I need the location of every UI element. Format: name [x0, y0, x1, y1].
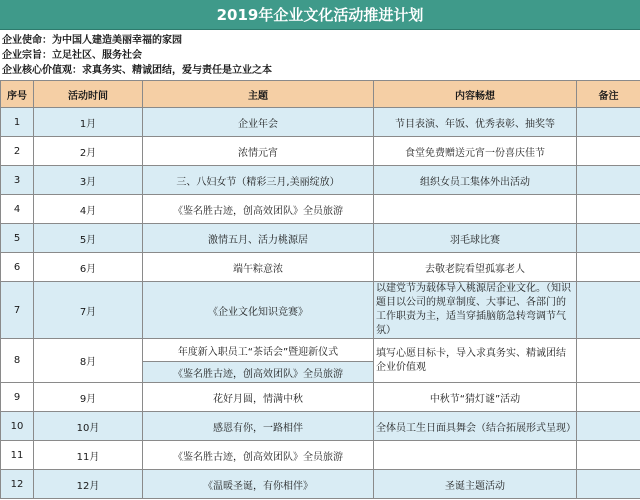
cell-theme[interactable]: 端午粽意浓	[143, 253, 374, 282]
cell-content[interactable]: 全体员工生日面具舞会（结合拓展形式呈现）	[374, 412, 577, 441]
cell-note[interactable]	[577, 195, 640, 224]
cell-month[interactable]: 9月	[34, 383, 143, 412]
cell-content[interactable]: 羽毛球比赛	[374, 224, 577, 253]
cell-no[interactable]: 7	[1, 282, 34, 339]
cell-no[interactable]: 8	[1, 339, 34, 383]
cell-month[interactable]: 1月	[34, 108, 143, 137]
cell-month[interactable]: 10月	[34, 412, 143, 441]
cell-theme[interactable]: 《温暖圣诞，有你相伴》	[143, 470, 374, 499]
cell-theme[interactable]: 浓情元宵	[143, 137, 374, 166]
cell-month[interactable]: 11月	[34, 441, 143, 470]
cell-content[interactable]: 去敬老院看望孤寡老人	[374, 253, 577, 282]
cell-content[interactable]	[374, 195, 577, 224]
cell-content[interactable]: 圣诞主题活动	[374, 470, 577, 499]
cell-month[interactable]: 5月	[34, 224, 143, 253]
header-content[interactable]: 内容畅想	[374, 81, 577, 108]
table-row	[1, 282, 640, 339]
cell-note[interactable]	[577, 282, 640, 339]
cell-note[interactable]	[577, 383, 640, 412]
cell-month[interactable]: 4月	[34, 195, 143, 224]
cell-note[interactable]	[577, 412, 640, 441]
cell-no[interactable]: 2	[1, 137, 34, 166]
header-month[interactable]: 活动时间	[34, 81, 143, 108]
table-row	[1, 224, 640, 253]
cell-theme[interactable]: 《企业文化知识竞赛》	[143, 282, 374, 339]
cell-content[interactable]	[374, 441, 577, 470]
cell-month[interactable]: 3月	[34, 166, 143, 195]
cell-no[interactable]: 5	[1, 224, 34, 253]
cell-content[interactable]: 中秋节“猜灯谜”活动	[374, 383, 577, 412]
activity-table	[0, 80, 640, 499]
cell-note[interactable]	[577, 339, 640, 383]
table-row	[1, 470, 640, 499]
cell-theme[interactable]: 花好月圆，情满中秋	[143, 383, 374, 412]
values-line: 企业核心价值观：求真务实、精诚团结，爱与责任是立业之本	[2, 65, 272, 76]
table-row	[1, 339, 640, 362]
cell-content[interactable]: 填写心愿目标卡，导入求真务实、精诚团结企业价值观	[374, 339, 577, 383]
table-row	[1, 383, 640, 412]
cell-theme[interactable]: 《鉴名胜古迹，创高效团队》全员旅游	[143, 441, 374, 470]
cell-theme-secondary[interactable]: 《鉴名胜古迹，创高效团队》全员旅游	[143, 362, 374, 383]
mission-line: 企业使命：为中国人建造美丽幸福的家园	[2, 35, 182, 46]
cell-theme[interactable]: 激情五月、活力桃源居	[143, 224, 374, 253]
cell-no[interactable]: 3	[1, 166, 34, 195]
table-row	[1, 166, 640, 195]
header-theme[interactable]: 主题	[143, 81, 374, 108]
table-row	[1, 195, 640, 224]
cell-theme[interactable]: 感恩有你，一路相伴	[143, 412, 374, 441]
cell-no[interactable]: 1	[1, 108, 34, 137]
cell-content[interactable]: 节目表演、年饭、优秀表彰、抽奖等	[374, 108, 577, 137]
cell-content[interactable]: 食堂免费赠送元宵一份喜庆佳节	[374, 137, 577, 166]
table-row	[1, 412, 640, 441]
cell-month[interactable]: 7月	[34, 282, 143, 339]
table-row	[1, 108, 640, 137]
header-row	[1, 81, 640, 108]
cell-note[interactable]	[577, 108, 640, 137]
cell-theme[interactable]: 《鉴名胜古迹，创高效团队》全员旅游	[143, 195, 374, 224]
cell-note[interactable]	[577, 166, 640, 195]
table-row	[1, 441, 640, 470]
cell-month[interactable]: 12月	[34, 470, 143, 499]
cell-no[interactable]: 10	[1, 412, 34, 441]
purpose-line: 企业宗旨：立足社区、服务社会	[2, 50, 142, 61]
cell-theme[interactable]: 年度新入职员工“茶话会”暨迎新仪式	[143, 339, 374, 362]
cell-content[interactable]: 组织女员工集体外出活动	[374, 166, 577, 195]
cell-month[interactable]: 2月	[34, 137, 143, 166]
cell-no[interactable]: 12	[1, 470, 34, 499]
cell-no[interactable]: 6	[1, 253, 34, 282]
cell-note[interactable]	[577, 224, 640, 253]
cell-note[interactable]	[577, 441, 640, 470]
cell-no[interactable]: 11	[1, 441, 34, 470]
cell-month[interactable]: 8月	[34, 339, 143, 383]
cell-no[interactable]: 9	[1, 383, 34, 412]
cell-theme[interactable]: 企业年会	[143, 108, 374, 137]
table-row	[1, 253, 640, 282]
cell-note[interactable]	[577, 470, 640, 499]
header-no[interactable]: 序号	[1, 81, 34, 108]
cell-content[interactable]: 以建党节为载体导入桃源居企业文化。（知识题目以公司的规章制度、大事记、各部门的工作职责为主，适当穿插脑筋急转弯调节气氛）	[374, 282, 577, 339]
header-note[interactable]: 备注	[577, 81, 640, 108]
cell-note[interactable]	[577, 253, 640, 282]
cell-note[interactable]	[577, 137, 640, 166]
table-row	[1, 137, 640, 166]
cell-no[interactable]: 4	[1, 195, 34, 224]
cell-theme[interactable]: 三、八妇女节（精彩三月,美丽绽放）	[143, 166, 374, 195]
sheet-title: 2019年企业文化活动推进计划	[0, 0, 640, 30]
cell-month[interactable]: 6月	[34, 253, 143, 282]
